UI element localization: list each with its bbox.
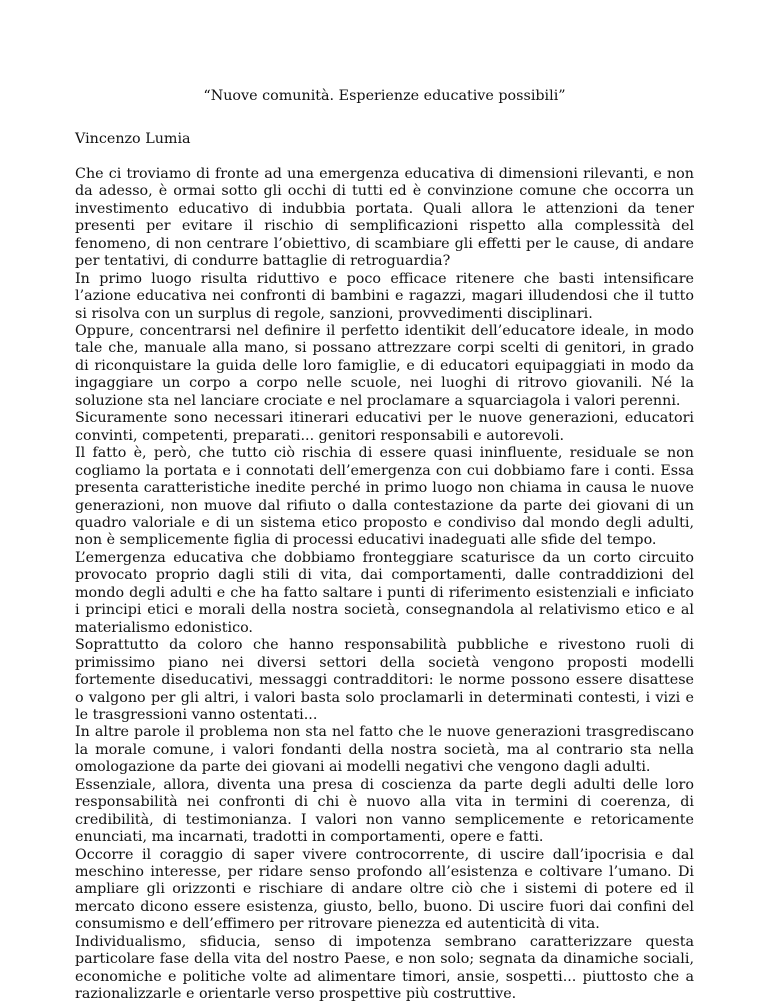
paragraph: Oppure, concentrarsi nel definire il perfetto identikit dell’educatore ideale, in modo tale che, manuale alla mano, si possano attrezzare corpi scelti di genitori, in grado di riconquistare la guida delle loro famiglie, e di educatori equipaggiati in modo da ingaggiare un corpo a corpo nelle scuole, nei luoghi di ritrovo giovanili. Né la soluzione sta nel lanciare crociate e nel proclamare a squarciagola i valori perenni. bbox=[75, 322, 694, 409]
paragraph: In primo luogo risulta riduttivo e poco efficace ritenere che basti intensificare l’azione educativa nei confronti di bambini e ragazzi, magari illudendosi che il tutto si risolva con un surplus di regole, sanzioni, provvedimenti disciplinari. bbox=[75, 270, 694, 322]
document-page bbox=[75, 88, 694, 1004]
paragraph: Che ci troviamo di fronte ad una emergenza educativa di dimensioni rilevanti, e non da adesso, è ormai sotto gli occhi di tutti ed è convinzione comune che occorra un investimento educativo di indubbia portata. Quali allora le attenzioni da tener presenti per evitare il rischio di semplificazioni rispetto alla complessità del fenomeno, di non centrare l’obiettivo, di scambiare gli effetti per le cause, di andare per tentativi, di condurre battaglie di retroguardia? bbox=[75, 165, 694, 270]
paragraph: Sicuramente sono necessari itinerari educativi per le nuove generazioni, educatori convinti, competenti, preparati... genitori responsabili e autorevoli. bbox=[75, 410, 694, 444]
paragraph: L’emergenza educativa che dobbiamo fronteggiare scaturisce da un corto circuito provocato proprio dagli stili di vita, dai comportamenti, dalle contraddizioni del mondo degli adulti e che ha fatto saltare i punti di riferimento esistenziali e inficiato i principi etici e morali della nostra società, consegnandola al relativismo etico e al materialismo edonistico. bbox=[75, 549, 694, 636]
paragraph: Individualismo, sfiducia, senso di impotenza sembrano caratterizzare questa particolare fase della vita del nostro Paese, e non solo; segnata da dinamiche sociali, economiche e politiche volte ad alimentare timori, ansie, sospetti... piuttosto che a razionalizzarle e orientarle verso prospettive più costruttive. bbox=[75, 933, 694, 1003]
paragraph: Essenziale, allora, diventa una presa di coscienza da parte degli adulti delle loro responsabilità nei confronti di chi è nuovo alla vita in termini di coerenza, di credibilità, di testimonianza. I valori non vanno semplicemente e retoricamente enunciati, ma incarnati, tradotti in comportamenti, opere e fatti. bbox=[75, 776, 694, 846]
paragraph: In altre parole il problema non sta nel fatto che le nuove generazioni trasgrediscano la morale comune, i valori fondanti della nostra società, ma al contrario sta nella omologazione da parte dei giovani ai modelli negativi che vengono dagli adulti. bbox=[75, 724, 694, 776]
document-title: “Nuove comunità. Esperienze educative possibili” bbox=[203, 88, 566, 104]
author-name: Vincenzo Lumia bbox=[75, 131, 191, 148]
paragraph: Occorre il coraggio di saper vivere controcorrente, di uscire dall’ipocrisia e dal meschino interesse, per ridare senso profondo all’esistenza e coltivare l’umano. Di ampliare gli orizzonti e rischiare di andare oltre ciò che i sistemi di potere ed il mercato dicono essere esistenza, giusto, bello, buono. Di uscire fuori dai confini del consumismo e dell’effimero per ritrovare pienezza ed autenticità di vita. bbox=[75, 846, 694, 933]
document-body bbox=[75, 166, 694, 1004]
paragraph: Il fatto è, però, che tutto ciò rischia di essere quasi ininfluente, residuale se non cogliamo la portata e i connotati dell’emergenza con cui dobbiamo fare i conti. Essa presenta caratteristiche inedite perché in primo luogo non chiama in causa le nuove generazioni, non muove dal rifiuto o dalla contestazione da parte dei giovani di un quadro valoriale e di un sistema etico proposto e condiviso dal mondo degli adulti, non è semplicemente figlia di processi educativi inadeguati alle sfide del tempo. bbox=[75, 445, 694, 549]
paragraph: Soprattutto da coloro che hanno responsabilità pubbliche e rivestono ruoli di primissimo piano nei diversi settori della società vengono proposti modelli fortemente diseducativi, messaggi contradditori: le norme possono essere disattese o valgono per gli altri, i valori basta solo proclamarli in determinati contesti, i vizi e le trasgressioni vanno ostentati... bbox=[75, 637, 694, 723]
